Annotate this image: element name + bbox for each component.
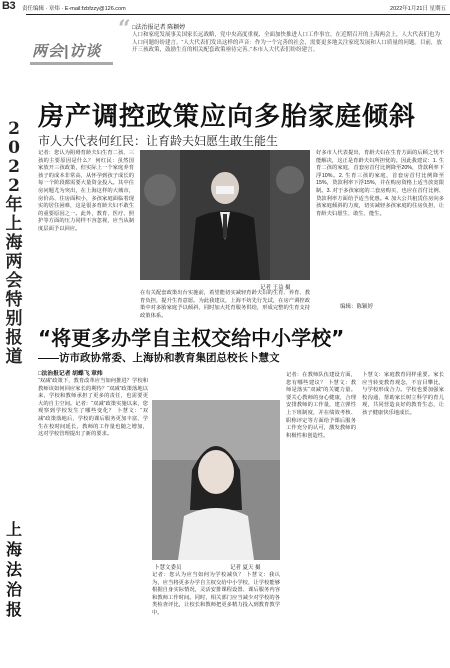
page-number: B3 — [2, 0, 16, 12]
banner-char: 治 — [5, 580, 22, 599]
article2-headline: “将更多办学自主权交给中小学校” — [38, 326, 345, 350]
article1-lead: 人口和家庭发展事关国家长远战略，党中央高度重视、全面加快推进人口工作事宜。在近期召开的上海两会上，人大代表们也为人口问题纷纷建言。“人大代表们发出这样的声音：作为一个完善的社会，需要更多地关注家庭发展和人口质量的问题。目前，放开三孩政策，鼓励生育的相关配套政策亟待完善。”本市人大代表们纷纷建言。 — [132, 32, 442, 53]
article1-photo — [140, 150, 310, 280]
issue-date: 2022年1月21日 星期五 — [390, 6, 446, 12]
article1-under-photo-text: 在有关配套政策出台实施前，希望能切实减轻育龄夫妇的生育、养育、教育负担，提升生育意愿。为此我建议，上海不妨先行先试，在房产调控政策中对多胎家庭予以倾斜，同时加大托育服务供给，形成完整的生育支持政策体系。 — [140, 290, 310, 319]
banner-char: 0 — [8, 138, 20, 158]
article2-byline: □法治报记者 胡蝶飞 章炜 — [38, 371, 103, 377]
article1-subhead: 市人大代表何红民：让育龄夫妇愿生敢生能生 — [38, 134, 279, 148]
article2-photo-caption: 卜慧文委员 — [154, 565, 182, 571]
article2-column-2: 记者：您认为应当如何为学校减负？ 卜慧文：我认为，应当将更多办学自主权交给中小学校，让学校能够根据自身实际情况，灵活安排课程设置、课后服务内容和教师工作时间。同时，相关部门应当减少对学校的各类检查评比，让校长和教师把更多精力投入到教育教学中。 — [152, 572, 280, 616]
article1-byline: □法治报记者 陈颖婷 — [132, 25, 186, 31]
banner-char: 2 — [8, 176, 20, 196]
article1-photo-credit: 记者 王益 摄 — [260, 285, 291, 291]
banner-char: 海 — [5, 233, 23, 253]
banner-char: 2 — [8, 157, 20, 177]
portrait-woman-icon — [152, 400, 280, 560]
article1-editor: 编辑：陈颖婷 — [340, 304, 374, 310]
editor-meta: 责任编辑 · 章炜 · E-mail:fzbfzzy@126.com — [22, 6, 126, 12]
quote-mark-icon: “ — [118, 16, 131, 42]
banner-char: 特 — [5, 290, 23, 310]
banner-char: 两 — [5, 252, 23, 272]
banner-char: 2 — [8, 119, 20, 139]
banner-char: 报 — [5, 328, 23, 348]
article1-headline: 房产调控政策应向多胎家庭倾斜 — [38, 102, 417, 132]
article1-column-1: 记者：您认为阻碍育龄夫妇生育二孩、三孩的主要原因是什么？ 何红民：虽然国家放开三孩政策，但实际上一个家庭养育孩子的成本非常高，从怀孕到孩子成长的每一个阶段都需要大量资金投入。其中住房问题尤为突出，在上海这样的大城市，房价高、住房面积小，多孩家庭面临着现实的居住困难，这是很多育龄夫妇不敢生的重要原因之一。此外，教育、医疗、照护等方面的压力同样不容忽视，应当从制度层面予以回应。 — [38, 150, 134, 232]
banner-char: 上 — [5, 520, 22, 539]
banner-char: 上 — [5, 214, 23, 234]
page-header — [0, 0, 450, 15]
banner-char: 道 — [5, 347, 23, 367]
banner-char: 年 — [5, 195, 23, 215]
article2-photo — [152, 400, 280, 560]
banner-char: 报 — [5, 600, 22, 619]
banner-char: 法 — [5, 560, 22, 579]
article2-column-1: “双减”政策下，教育改革应当如何推进？学校和教师该如何回应家长的期待？“双减”政策落地以来，学校和教师承担了更多的责任，也需要更大的自主空间。记者：“双减”政策实施以来，您观察到学校发生了哪些变化？ 卜慧文：“双减”政策落地后，学校的课后服务更加丰富，学生在校时间延长，教师的工作量也随之增加，这对学校管理提出了新的要求。 — [38, 378, 148, 438]
article1-column-3: 好多市人代表提出，育龄夫妇在生育方面的后顾之忧不能解决，这正是育龄夫妇所担忧的。因此我建议：1. 生育二孩的家庭，首套房首付比例降至20%，贷款利率下浮10%。2. 生育三孩的家庭，首套房首付比例降至15%，贷款利率下浮15%，并在购房资格上适当放宽限制。3. 对于多孩家庭的二套房购买，也应在首付比例、贷款利率方面给予适当优惠。4. 加大公共租赁住房向多孩家庭倾斜的力度，切实减轻多孩家庭的住房负担，让育龄夫妇愿生、敢生、能生。 — [316, 150, 444, 217]
article2-column-3: 记者：在教师队伍建设方面，您有哪些建议？ 卜慧文：教师是落实“双减”的关键力量。要关心教师的身心健康，合理安排教师的工作量，建立弹性上下班制度，并在绩效考核、职称评定等方面给予课后服务工作充分的认可，激发教师的积极性和创造性。 — [286, 372, 356, 439]
article2-column-4: 卜慧文：家庭教育同样重要。家长应当转变教育观念，不盲目攀比，与学校形成合力。学校也要加强家校沟通，帮助家长树立科学的育儿观，共同营造良好的教育生态，让孩子健康快乐地成长。 — [362, 372, 444, 416]
banner-char: 海 — [5, 540, 22, 559]
article2-photo-credit: 记者 夏天 摄 — [230, 565, 261, 571]
portrait-figure-icon — [140, 150, 310, 280]
article2-subhead: ——访市政协常委、上海协和教育集团总校长卜慧文 — [38, 352, 280, 364]
side-banner-paper — [5, 520, 23, 620]
section-logo: 两会|访谈 — [32, 43, 102, 60]
banner-char: 别 — [5, 309, 23, 329]
section-logo-underline — [30, 62, 113, 65]
side-banner-title — [5, 120, 23, 367]
banner-char: 会 — [5, 271, 23, 291]
